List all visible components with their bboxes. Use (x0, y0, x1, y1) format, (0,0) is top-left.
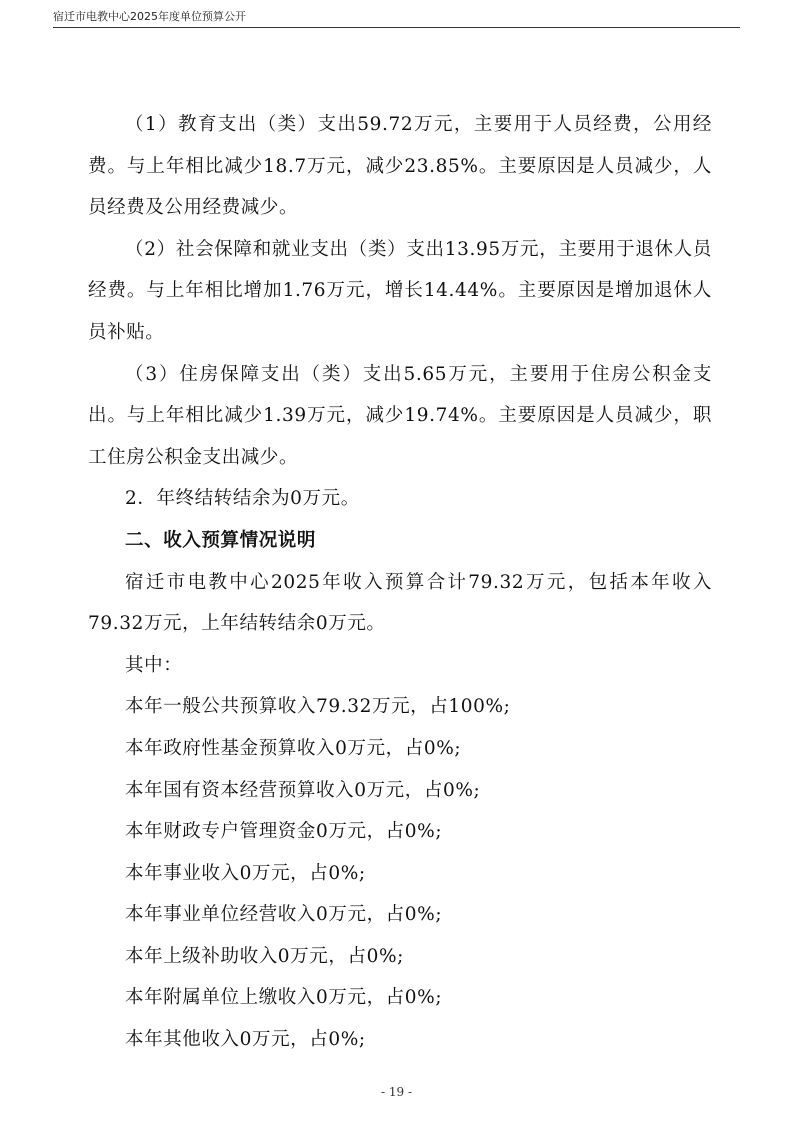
paragraph-social-security-expenditure: （2）社会保障和就业支出（类）支出13.95万元，主要用于退休人员经费。与上年相比增加1.76万元，增长14.44%。主要原因是增加退休人员补贴。 (88, 238, 712, 343)
paragraph-education-expenditure: （1）教育支出（类）支出59.72万元，主要用于人员经费，公用经费。与上年相比减少18.7万元，减少23.85%。主要原因是人员减少，人员经费及公用经费减少。 (88, 114, 712, 219)
paragraph-income-summary: 宿迁市电教中心2025年收入预算合计79.32万元，包括本年收入79.32万元，上年结转结余0万元。 (88, 571, 712, 635)
income-item: 本年其他收入0万元，占0%; (125, 1029, 366, 1051)
header-divider (53, 27, 740, 28)
income-item: 本年上级补助收入0万元，占0%; (125, 945, 404, 967)
paragraph-housing-expenditure: （3）住房保障支出（类）支出5.65万元，主要用于住房公积金支出。与上年相比减少1.39万元，减少19.74%。主要原因是人员减少，职工住房公积金支出减少。 (88, 363, 712, 468)
document-body (88, 104, 712, 1061)
page-number: - 19 - (380, 1085, 412, 1099)
income-item: 本年事业收入0万元，占0%; (125, 862, 366, 884)
income-item: 本年国有资本经营预算收入0万元，占0%; (125, 779, 481, 801)
income-intro: 其中： (125, 654, 183, 676)
income-item: 本年一般公共预算收入79.32万元，占100%; (125, 696, 511, 718)
running-header: 宿迁市电教中心2025年度单位预算公开 (53, 10, 246, 23)
paragraph-year-end-balance: 2．年终结转结余为0万元。 (125, 488, 360, 510)
section-heading: 二、收入预算情况说明 (125, 529, 317, 551)
income-item: 本年附属单位上缴收入0万元，占0%; (125, 987, 443, 1009)
income-item: 本年政府性基金预算收入0万元，占0%; (125, 737, 462, 759)
income-item: 本年事业单位经营收入0万元，占0%; (125, 904, 443, 926)
income-item: 本年财政专户管理资金0万元，占0%; (125, 821, 443, 843)
